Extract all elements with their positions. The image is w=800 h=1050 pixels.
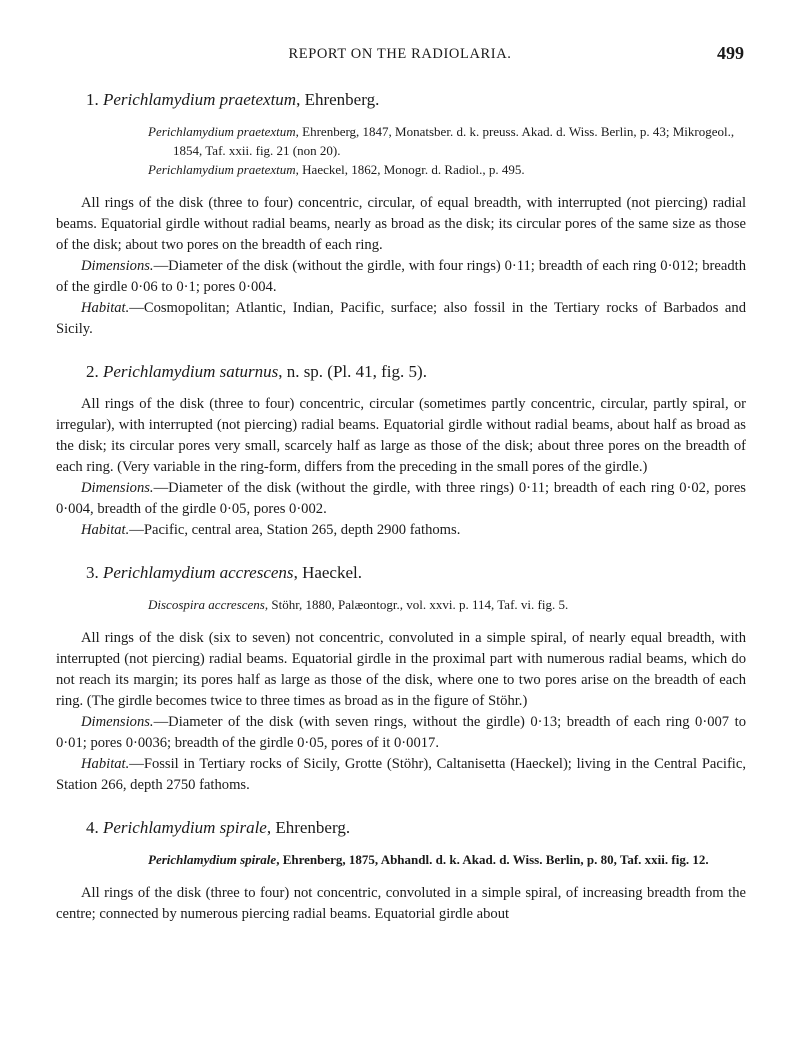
synonym-line [148, 850, 746, 869]
species-title [86, 816, 746, 840]
habitat-label: Habitat. [81, 756, 130, 772]
species-name: Perichlamydium accrescens [103, 563, 294, 582]
synonym-name: Discospira accrescens [148, 597, 265, 612]
dimensions-paragraph [56, 712, 746, 754]
species-description: All rings of the disk (three to four) concentric, circular (sometimes partly concentric, circular, partly spiral, or irregular), with interrupted (not piercing) radial beams. Equatorial girdle without radial beams, about half as broad as the disk; its circular pores very small, scarcely half as large as those of the disk; about three pores on the breadth of each ring. (Very variable in the ring-form, differs from the preceding in the small pores of the girdle.) [56, 396, 746, 475]
species-description: All rings of the disk (three to four) concentric, circular, of equal breadth, with interrupted (not piercing) radial beams. Equatorial girdle without radial beams, nearly as broad as the disk; its circular pores of the same size as those of the disk; about two pores on the breadth of each ring. [56, 195, 746, 253]
species-title [86, 561, 746, 585]
species-name: Perichlamydium saturnus [103, 362, 279, 381]
habitat-paragraph [56, 298, 746, 340]
habitat-text: —Cosmopolitan; Atlantic, Indian, Pacific, surface; also fossil in the Tertiary rocks of Barbados and Sicily. [56, 300, 746, 337]
dimensions-text: —Diameter of the disk (without the girdle, with three rings) 0·11; breadth of each ring 0·02, pores 0·004, breadth of the girdle 0·05, pores 0·002. [56, 480, 746, 517]
synonymy-block [148, 595, 746, 614]
species-title [86, 88, 746, 112]
dimensions-label: Dimensions. [81, 480, 154, 496]
synonymy-block [148, 850, 746, 869]
species-author: , Ehrenberg. [296, 90, 380, 109]
synonym-reference: , Haeckel, 1862, Monogr. d. Radiol., p. 495. [295, 162, 525, 177]
page-header [0, 40, 800, 68]
species-number: 1. [86, 90, 99, 109]
species-name: Perichlamydium praetextum [103, 90, 297, 109]
habitat-label: Habitat. [81, 300, 130, 316]
running-title: REPORT ON THE RADIOLARIA. [288, 46, 512, 62]
species-entry-2 [56, 360, 746, 541]
dimensions-text: —Diameter of the disk (with seven rings, without the girdle) 0·13; breadth of each ring 0·007 to 0·01; pores 0·0036; breadth of the girdle 0·05, pores of it 0·0017. [56, 714, 746, 751]
habitat-text: —Pacific, central area, Station 265, depth 2900 fathoms. [129, 522, 461, 538]
synonym-line [148, 160, 746, 179]
habitat-paragraph [56, 754, 746, 796]
synonym-reference: , Stöhr, 1880, Palæontogr., vol. xxvi. p. 114, Taf. vi. fig. 5. [264, 597, 569, 612]
species-description: All rings of the disk (six to seven) not concentric, convoluted in a simple spiral, of nearly equal breadth, with interrupted (not piercing) radial beams. Equatorial girdle in the proximal part with numerous radial beams, which do not reach its margin; its pores half as large as those of the disk, where one to two pores arise on the breadth of each ring. (The girdle becomes twice to three times as broad as in the figure of Stöhr.) [56, 630, 746, 709]
species-description: All rings of the disk (three to four) not concentric, convoluted in a simple spiral, of increasing breadth from the centre; connected by numerous piercing radial beams. Equatorial girdle about [56, 885, 746, 922]
page-body [56, 80, 746, 945]
species-author: , Ehrenberg. [266, 818, 351, 837]
species-entry-4 [56, 816, 746, 925]
species-number: 3. [86, 563, 99, 582]
species-author: , n. sp. (Pl. 41, fig. 5). [278, 362, 427, 381]
synonym-line [148, 122, 746, 160]
species-entry-1 [56, 88, 746, 340]
synonym-reference: , Ehrenberg, 1875, Abhandl. d. k. Akad. d. Wiss. Berlin, p. 80, Taf. xxii. fig. 12. [276, 852, 709, 867]
synonym-line [148, 595, 746, 614]
habitat-label: Habitat. [81, 522, 130, 538]
synonymy-block [148, 122, 746, 179]
species-title [86, 360, 746, 384]
dimensions-paragraph [56, 256, 746, 298]
species-author: , Haeckel. [293, 563, 362, 582]
dimensions-label: Dimensions. [81, 258, 154, 274]
habitat-paragraph [56, 520, 746, 541]
synonym-reference: , Ehrenberg, 1847, Monatsber. d. k. preuss. Akad. d. Wiss. Berlin, p. 43; Mikrogeol., 1854, Taf. xxii. fig. 21 (non 20). [173, 124, 735, 158]
species-entry-3 [56, 561, 746, 796]
habitat-text: —Fossil in Tertiary rocks of Sicily, Grotte (Stöhr), Caltanisetta (Haeckel); living in the Central Pacific, Station 266, depth 2750 fathoms. [56, 756, 746, 793]
dimensions-label: Dimensions. [81, 714, 154, 730]
species-number: 4. [86, 818, 99, 837]
dimensions-text: —Diameter of the disk (without the girdle, with four rings) 0·11; breadth of each ring 0·012; breadth of the girdle 0·06 to 0·1; pores 0·004. [56, 258, 746, 295]
species-number: 2. [86, 362, 99, 381]
synonym-name: Perichlamydium praetextum [148, 124, 296, 139]
page-number: 499 [717, 43, 744, 63]
synonym-name: Perichlamydium spirale [148, 852, 277, 867]
synonym-name: Perichlamydium praetextum [148, 162, 296, 177]
dimensions-paragraph [56, 478, 746, 520]
species-name: Perichlamydium spirale [103, 818, 267, 837]
